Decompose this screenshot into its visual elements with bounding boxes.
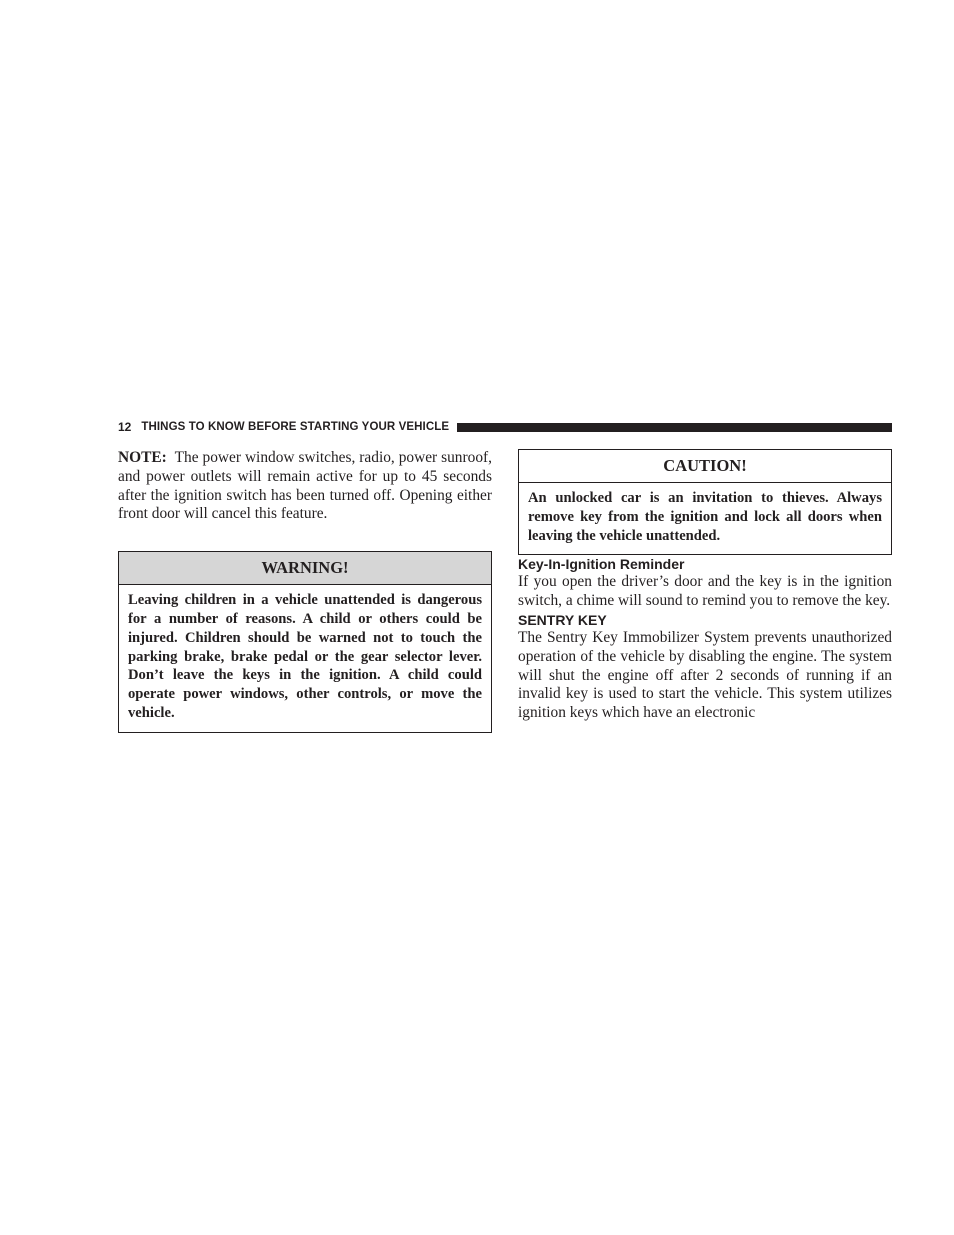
page-number: 12 — [118, 420, 132, 434]
caution-box — [518, 449, 892, 555]
page-header — [118, 419, 892, 435]
note-paragraph — [118, 449, 492, 524]
sentry-key-heading: SENTRY KEY — [518, 611, 607, 628]
header-rule — [457, 423, 892, 432]
warning-box — [118, 551, 492, 733]
left-column — [118, 449, 492, 733]
caution-text: An unlocked car is an invitation to thieves. Always remove key from the ignition and lock all doors when leaving the vehicle unattended. — [528, 490, 882, 544]
running-title: THINGS TO KNOW BEFORE STARTING YOUR VEHICLE — [141, 421, 450, 433]
note-text: The power window switches, radio, power sunroof, and power outlets will remain active for up to 45 seconds after the ignition switch has been turned off. Opening either front door will cancel this feature. — [118, 449, 492, 523]
key-in-ignition-heading: Key-In-Ignition Reminder — [518, 556, 685, 573]
warning-title: WARNING! — [119, 552, 491, 585]
warning-text: Leaving children in a vehicle unattended is dangerous for a number of reasons. A child or others could be injured. Children should be warned not to touch the parking brake, brake pedal or the gear selector lever. Don’t leave the keys in the ignition. A child could operate power windows, other controls, or move the vehicle. — [128, 592, 482, 721]
caution-title: CAUTION! — [519, 450, 891, 483]
right-column — [518, 449, 892, 723]
note-label: NOTE: — [118, 449, 167, 466]
sentry-key-text: The Sentry Key Immobilizer System prevents unauthorized operation of the vehicle by disabling the engine. The system will shut the engine off after 2 seconds of running if an invalid key is used to start the vehicle. This system utilizes ignition keys which have an electronic — [518, 628, 892, 722]
key-in-ignition-text: If you open the driver’s door and the key is in the ignition switch, a chime will sound to remind you to remove the key. — [518, 573, 892, 610]
